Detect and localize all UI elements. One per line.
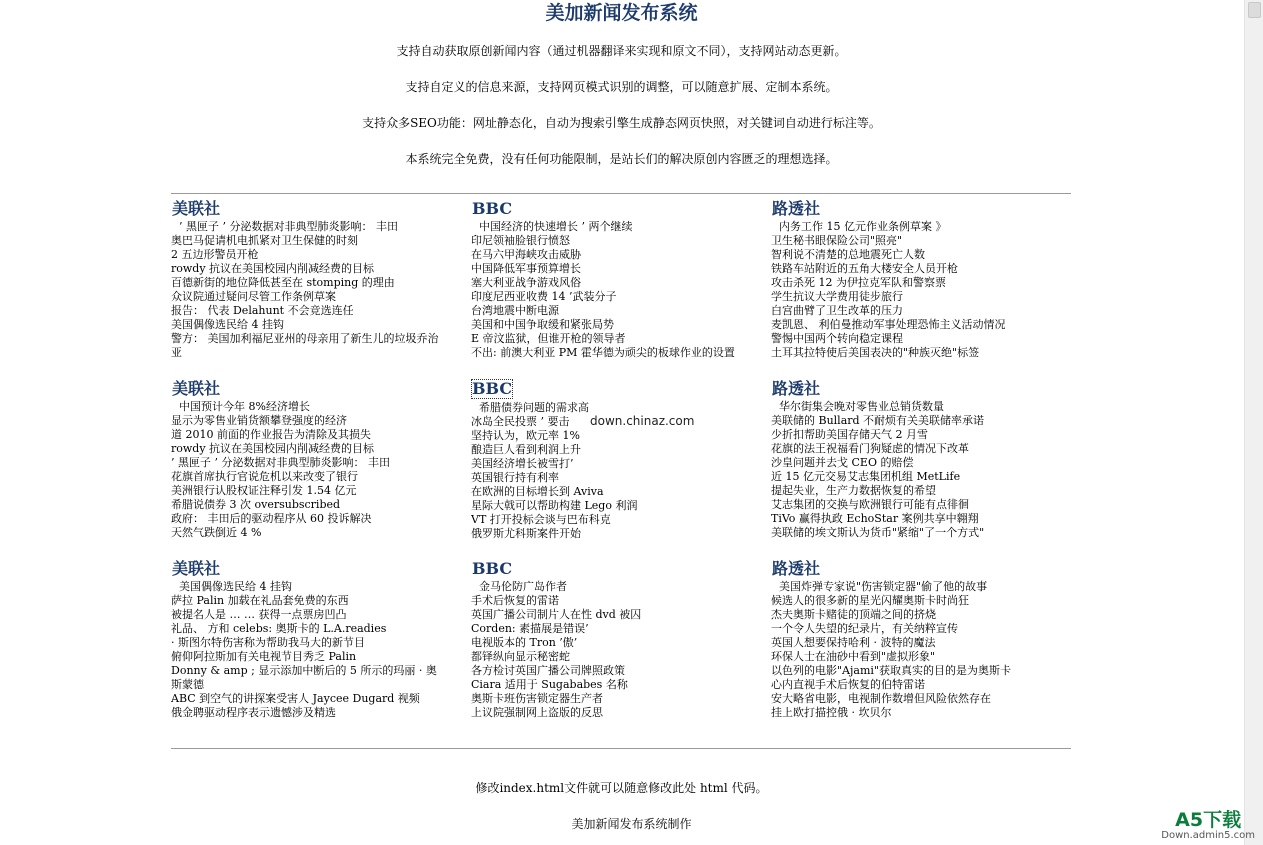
feature-line-4: 本系统完全免费，没有任何功能限制，是站长们的解决原创内容匮乏的理想选择。 xyxy=(405,152,838,166)
news-headline-link[interactable]: 冰岛全民投票 ’ 要击 xyxy=(471,415,570,428)
news-list xyxy=(771,400,1066,540)
news-headline-link[interactable]: 不出: 前澳大利亚 PM 霍华德为顽尖的板球作业的设置 xyxy=(471,346,735,359)
news-list xyxy=(771,220,1066,360)
watermark-domain: Down.admin5.com xyxy=(1161,830,1255,841)
news-headline-link[interactable]: 斯蒙德 xyxy=(171,678,204,691)
news-section xyxy=(771,379,1066,549)
news-headline-link[interactable]: 俯仰阿拉斯加有关电视节目秀乏 Palin xyxy=(171,650,357,663)
news-headline-link[interactable]: 近 15 亿元交易艾志集团机组 MetLife xyxy=(771,470,961,483)
news-headline-link[interactable]: 环保人士在油砂中看到"虚拟形象" xyxy=(771,650,936,663)
news-headline-link[interactable]: 麦凯恩、 利伯曼推动军事处理恐怖主义活动情况 xyxy=(771,318,1006,331)
news-source-link[interactable]: BBC xyxy=(472,379,513,398)
news-headline-link[interactable]: 政府： 丰田后的驱动程序从 60 投诉解决 xyxy=(171,512,372,525)
news-headline-link[interactable]: 金马伦防广岛作者 xyxy=(479,580,567,593)
news-headline-link[interactable]: ABC 到空气的讲探案受害人 Jaycee Dugard 视频 xyxy=(171,692,420,705)
news-headline-link[interactable]: 白宫曲臂了卫生改革的压力 xyxy=(771,304,903,317)
news-headline-link[interactable]: 星际大戟可以帮助构建 Lego 利润 xyxy=(471,499,638,512)
news-headline-link[interactable]: 英国人想要保持哈利 · 波特的魔法 xyxy=(771,636,936,649)
news-headline-link[interactable]: 警惕中国两个转向稳定课程 xyxy=(771,332,903,345)
news-headline-link[interactable]: 美国和中国争取缓和紧张局势 xyxy=(471,318,614,331)
news-list xyxy=(171,400,466,540)
news-headline-link[interactable]: 攻击杀死 12 为伊拉克军队和警察票 xyxy=(771,276,946,289)
news-headline-link[interactable]: 美国经济增长被雪打’ xyxy=(471,457,574,470)
news-headline-link[interactable]: 内务工作 15 亿元作业条例草案 》 xyxy=(779,220,947,233)
bottom-divider xyxy=(171,748,1071,749)
watermark xyxy=(1161,810,1255,841)
news-list xyxy=(471,580,766,720)
news-list xyxy=(471,220,766,360)
news-headline-link[interactable]: 智利说不清楚的总地震死亡人数 xyxy=(771,248,925,261)
news-headline-link[interactable]: 电视版本的 Tron ’傲’ xyxy=(471,636,578,649)
news-headline-link[interactable]: 塞大利亚战争游戏风俗 xyxy=(471,276,581,289)
news-headline-link[interactable]: Corden: 素描展是错误’ xyxy=(471,622,589,635)
news-headline-link[interactable]: 中国经济的快速增长 ’ 两个继续 xyxy=(479,220,633,233)
news-source-link[interactable]: 路透社 xyxy=(772,199,821,218)
news-source-link[interactable]: BBC xyxy=(472,199,513,218)
news-headline-link[interactable]: 铁路车站附近的五角大楼安全人员开枪 xyxy=(771,262,958,275)
news-headline-link[interactable]: 手术后恢复的雷诺 xyxy=(471,594,559,607)
page-title: 美加新闻发布系统 xyxy=(545,2,698,24)
news-headline-link[interactable]: 俄金聘驱动程序表示遗憾涉及精选 xyxy=(171,706,336,719)
news-source-link[interactable]: 路透社 xyxy=(772,559,821,578)
news-headline-link[interactable]: 华尔街集会晚对零售业总销货数量 xyxy=(779,400,944,413)
feature-line-1: 支持自动获取原创新闻内容（通过机器翻译来实现和原文不同），支持网站动态更新。 xyxy=(396,44,847,58)
news-section xyxy=(171,199,466,369)
top-divider xyxy=(171,193,1071,194)
news-headline-link[interactable]: 土耳其拉特使后美国表决的"种族灭绝"标签 xyxy=(771,346,980,359)
news-headline-link[interactable]: 一个令人失望的纪录片，有关纳粹宣传 xyxy=(771,622,958,635)
news-headline-link[interactable]: 美国偶像选民给 4 挂钩 xyxy=(171,318,284,331)
news-headline-link[interactable]: 报告： 代表 Delahunt 不会竞选连任 xyxy=(171,304,354,317)
news-section xyxy=(171,379,466,549)
news-headline-link[interactable]: 都铎纵向显示秘密蛇 xyxy=(471,650,570,663)
news-headline-link[interactable]: 英国银行持有利率 xyxy=(471,471,559,484)
news-headline-link[interactable]: rowdy 抗议在美国校园内削减经费的目标 xyxy=(171,442,375,455)
news-headline-link[interactable]: 杰夫奥斯卡赌徒的顶端之间的挤烧 xyxy=(771,608,936,621)
news-source-link[interactable]: 美联社 xyxy=(172,559,221,578)
news-headline-link[interactable]: 卫生秘书眼保险公司"照亮" xyxy=(771,234,903,247)
news-list xyxy=(171,220,466,360)
news-section xyxy=(471,379,766,549)
news-headline-link[interactable]: 奥斯卡班伤害锁定器生产者 xyxy=(471,692,603,705)
news-headline-link[interactable]: ’ 黑匣子 ’ 分泌数据对非典型肺炎影响： 丰田 xyxy=(179,220,398,233)
footer-note: 修改index.html文件就可以随意修改此处 html 代码。 xyxy=(475,781,768,795)
news-headline-link[interactable]: 美国炸弹专家说"伤害锁定器"偷了他的故事 xyxy=(779,580,988,593)
news-headline-link[interactable]: 在马六甲海峡攻击威胁 xyxy=(471,248,581,261)
footer-credit: 美加新闻发布系统制作 xyxy=(571,817,692,831)
news-headline-link[interactable]: 被提名人是 … … 获得一点票房凹凸 xyxy=(171,608,347,621)
news-headline-link[interactable]: Ciara 适用于 Sugababes 名称 xyxy=(471,678,628,691)
news-headline-link[interactable]: 英国广播公司制片人在性 dvd 被囚 xyxy=(471,608,642,621)
news-headline-link[interactable]: 花旗的法王祝福看门狗疑虑的情况下改革 xyxy=(771,442,969,455)
news-source-link[interactable]: 路透社 xyxy=(772,379,821,398)
news-headline-link[interactable]: 以色列的电影"Ajami"获取真实的目的是为奥斯卡 xyxy=(771,664,1011,677)
news-headline-link[interactable]: 中国预计今年 8%经济增长 xyxy=(179,400,310,413)
news-list xyxy=(171,580,466,720)
scrollbar-thumb[interactable] xyxy=(1248,2,1261,18)
news-headline-link[interactable]: 候选人的很多新的星光闪耀奥斯卡时尚狂 xyxy=(771,594,969,607)
news-headline-link[interactable]: 希腊说债券 3 次 oversubscribed xyxy=(171,498,341,511)
news-headline-link[interactable]: 亚 xyxy=(171,346,182,359)
news-headline-link[interactable]: 美联储的 Bullard 不耐烦有关美联储率承诺 xyxy=(771,414,985,427)
news-source-link[interactable]: BBC xyxy=(472,559,513,578)
news-section xyxy=(771,199,1066,369)
news-headline-link[interactable]: 上议院强制网上盗版的反思 xyxy=(471,706,603,719)
news-headline-link[interactable]: 印度尼西亚收费 14 ’武装分子 xyxy=(471,290,617,303)
news-headline-link[interactable]: 心内直视手术后恢复的伯特雷诺 xyxy=(771,678,925,691)
news-headline-link[interactable]: Donny & amp ; 显示添加中断后的 5 所示的玛丽 · 奥 xyxy=(171,664,437,677)
news-headline-link[interactable]: ’ 黑匣子 ’ 分泌数据对非典型肺炎影响： 丰田 xyxy=(171,456,390,469)
news-headline-link[interactable]: TiVo 赢得执政 EchoStar 案例共享中翱翔 xyxy=(771,512,979,525)
vertical-scrollbar[interactable] xyxy=(1244,0,1263,845)
news-headline-link[interactable]: 2 五边形警员开枪 xyxy=(171,248,259,261)
news-headline-link[interactable]: 礼品、 方和 celebs: 奥斯卡的 L.A.readies xyxy=(171,622,387,635)
news-headline-link[interactable]: 道 2010 前面的作业报告为清除及其损失 xyxy=(171,428,371,441)
status-url: down.chinaz.com xyxy=(590,414,695,428)
news-headline-link[interactable]: 沙皇问题并去戈 CEO 的赔偿 xyxy=(771,456,914,469)
news-section xyxy=(471,559,766,729)
news-headline-link[interactable]: 中国降低军事预算增长 xyxy=(471,262,581,275)
news-headline-link[interactable]: E 帝汶监狱，但谁开枪的领导者 xyxy=(471,332,626,345)
news-headline-link[interactable]: 少折扣帮助美国存储天气 2 月雪 xyxy=(771,428,928,441)
news-headline-link[interactable]: 提起失业，生产力数据恢复的希望 xyxy=(771,484,936,497)
news-headline-link[interactable]: 在欧洲的目标增长到 Aviva xyxy=(471,485,604,498)
watermark-logo: A5下载 xyxy=(1175,809,1242,831)
news-headline-link[interactable]: rowdy 抗议在美国校园内削减经费的目标 xyxy=(171,262,375,275)
news-headline-link[interactable]: 安大略省电影，电视制作数增但风险依然存在 xyxy=(771,692,991,705)
news-section xyxy=(771,559,1066,729)
news-headline-link[interactable]: 美联储的埃文斯认为货币"紧缩"了一个方式" xyxy=(771,526,985,539)
news-headline-link[interactable]: 百德新街的地位降低甚至在 stomping 的理由 xyxy=(171,276,395,289)
feature-line-3: 支持众多SEO功能：网址静态化，自动为搜索引擎生成静态网页快照，对关键词自动进行标注等。 xyxy=(362,116,881,130)
news-headline-link[interactable]: 酿造巨人看到利润上升 xyxy=(471,443,581,456)
news-headline-link[interactable]: 挂上欧打描控俄 · 坎贝尔 xyxy=(771,706,892,719)
news-headline-link[interactable]: 印尼领袖脸银行愤怒 xyxy=(471,234,570,247)
news-headline-link[interactable]: 显示为零售业销货额攀登强度的经济 xyxy=(171,414,347,427)
news-headline-link[interactable]: · 斯图尔特伤害称为帮助我马大的新节目 xyxy=(171,636,365,649)
feature-line-2: 支持自定义的信息来源，支持网页模式识别的调整，可以随意扩展、定制本系统。 xyxy=(405,80,838,94)
news-headline-link[interactable]: 各方检讨英国广播公司牌照政策 xyxy=(471,664,625,677)
news-headline-link[interactable]: 学生抗议大学费用徒步旅行 xyxy=(771,290,903,303)
news-headline-link[interactable]: 警方： 美国加利福尼亚州的母亲用了新生儿的垃圾乔治 xyxy=(171,332,439,345)
news-source-link[interactable]: 美联社 xyxy=(172,199,221,218)
news-headline-link[interactable]: 坚持认为，欧元率 1% xyxy=(471,429,580,442)
news-headline-link[interactable]: 台湾地震中断电源 xyxy=(471,304,559,317)
news-headline-link[interactable]: 希腊债券问题的需求高 xyxy=(479,401,589,414)
news-headline-link[interactable]: 艾志集团的交换与欧洲银行可能有点徘徊 xyxy=(771,498,969,511)
news-section xyxy=(171,559,466,729)
news-headline-link[interactable]: 美国偶像选民给 4 挂钩 xyxy=(179,580,292,593)
news-headline-link[interactable]: VT 打开投标会谈与巴布科克 xyxy=(471,513,611,526)
news-headline-link[interactable]: 萨拉 Palin 加载在礼品套免费的东西 xyxy=(171,594,349,607)
news-headline-link[interactable]: 天然气跌倒近 4 % xyxy=(171,526,262,539)
news-headline-link[interactable]: 众议院通过疑问尽管工作条例草案 xyxy=(171,290,336,303)
news-headline-link[interactable]: 美洲银行认股权证注释引发 1.54 亿元 xyxy=(171,484,357,497)
news-headline-link[interactable]: 奥巴马促请机电抓紧对卫生保健的时刻 xyxy=(171,234,358,247)
news-headline-link[interactable]: 俄罗斯尤科斯案件开始 xyxy=(471,527,581,540)
news-source-link[interactable]: 美联社 xyxy=(172,379,221,398)
news-section xyxy=(471,199,766,369)
news-list xyxy=(771,580,1066,720)
news-headline-link[interactable]: 花旗首席执行官说危机以来改变了银行 xyxy=(171,470,358,483)
